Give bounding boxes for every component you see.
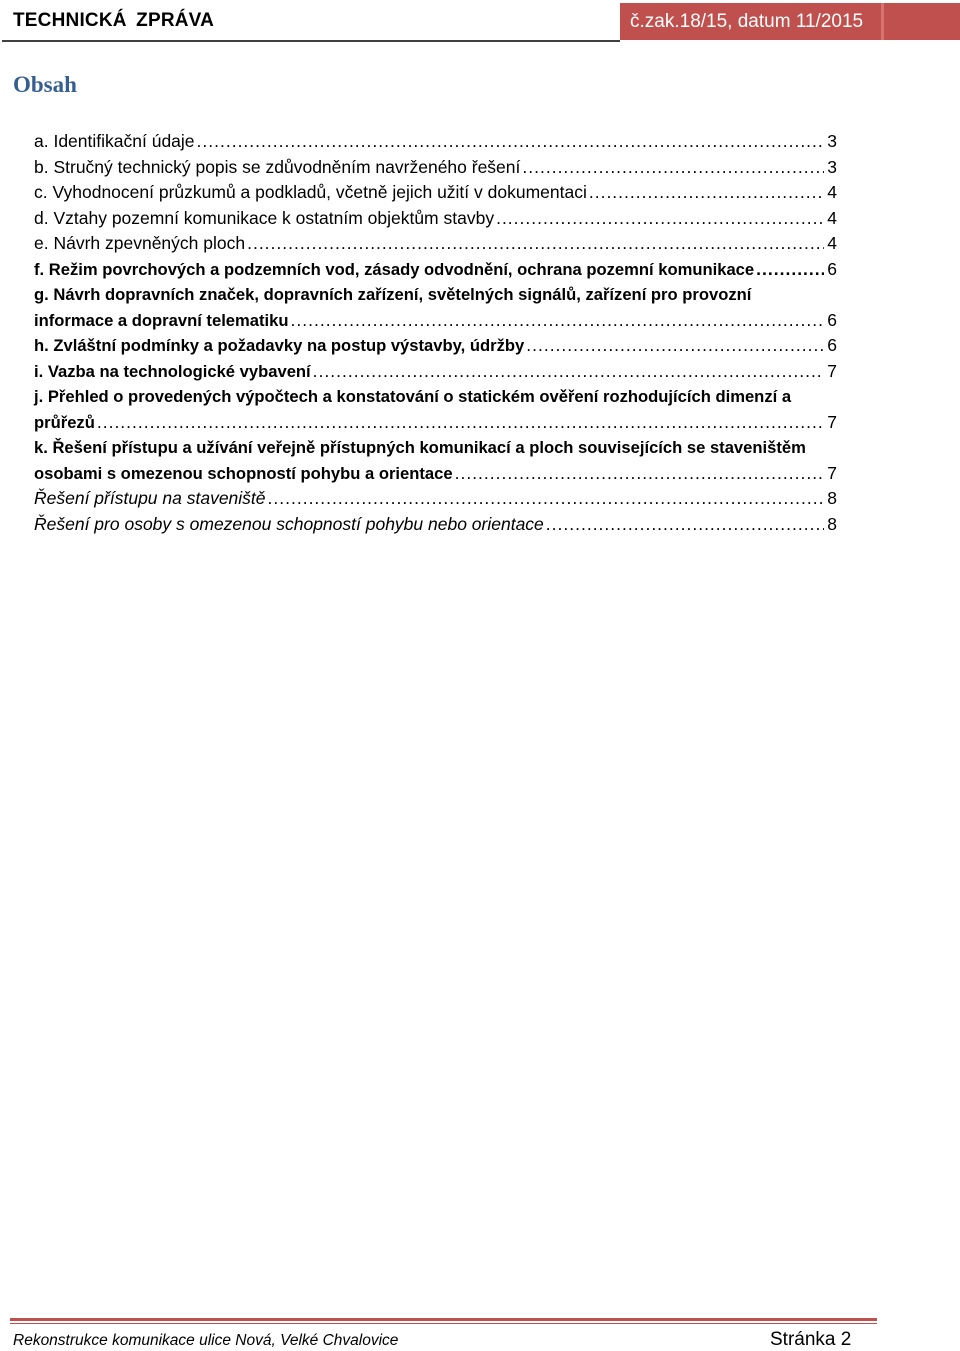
toc-entry-e[interactable] bbox=[34, 231, 837, 257]
toc-leader bbox=[589, 180, 824, 206]
toc-leader bbox=[197, 129, 825, 155]
toc-entry-text-line2: osobami s omezenou schopností pohybu a orientace bbox=[34, 463, 453, 483]
toc-entry-text: a. Identifikační údaje bbox=[34, 131, 195, 151]
toc-page-number: 7 bbox=[827, 360, 837, 381]
toc-entry-text: e. Návrh zpevněných ploch bbox=[34, 233, 246, 253]
toc-entry-i[interactable] bbox=[34, 359, 837, 385]
toc-entry-site-access[interactable] bbox=[34, 486, 837, 512]
header-divider bbox=[2, 40, 620, 42]
footer-divider-thin bbox=[10, 1323, 877, 1324]
toc-entry-reduced-mobility[interactable] bbox=[34, 512, 837, 538]
toc-page-number: 8 bbox=[827, 488, 837, 508]
table-of-contents bbox=[34, 129, 837, 537]
header-accent-band bbox=[620, 3, 960, 40]
toc-entry-d[interactable] bbox=[34, 206, 837, 232]
toc-leader bbox=[291, 308, 825, 334]
toc-entry-text: c. Vyhodnocení průzkumů a podkladů, včetně jejich užití v dokumentaci bbox=[34, 182, 587, 202]
toc-page-number: 7 bbox=[827, 411, 837, 432]
toc-entry-text: h. Zvláštní podmínky a požadavky na postup výstavby, údržby bbox=[34, 336, 525, 355]
toc-leader bbox=[546, 512, 824, 538]
toc-heading: Obsah bbox=[13, 72, 77, 97]
toc-leader bbox=[247, 231, 824, 257]
toc-entry-k[interactable] bbox=[34, 435, 837, 486]
footer-project-name: Rekonstrukce komunikace ulice Nová, Velké Chvalovice bbox=[13, 1332, 399, 1349]
footer-page-number: Stránka 2 bbox=[770, 1329, 852, 1350]
toc-entry-text: d. Vztahy pozemní komunikace k ostatním objektům stavby bbox=[34, 207, 495, 228]
toc-page-number: 6 bbox=[827, 258, 837, 279]
header-band-strip bbox=[881, 3, 884, 40]
contract-reference: č.zak.18/15, datum 11/2015 bbox=[630, 11, 864, 32]
toc-entry-text-line2: informace a dopravní telematiku bbox=[34, 310, 289, 330]
toc-leader bbox=[455, 461, 825, 487]
toc-entry-g[interactable] bbox=[34, 282, 837, 333]
toc-entry-text: Řešení pro osoby s omezenou schopností pohybu nebo orientace bbox=[34, 513, 544, 534]
toc-entry-text: b. Stručný technický popis se zdůvodněním navrženého řešení bbox=[34, 156, 521, 177]
toc-page-number: 6 bbox=[827, 309, 837, 330]
toc-entry-text-line1: j. Přehled o provedených výpočtech a konstatování o statickém ověření rozhodujících dimenzí a bbox=[34, 387, 792, 406]
toc-entry-a[interactable] bbox=[34, 129, 837, 155]
toc-leader bbox=[756, 257, 824, 283]
toc-page-number: 6 bbox=[827, 335, 837, 355]
toc-entry-j[interactable] bbox=[34, 384, 837, 435]
toc-leader bbox=[526, 333, 824, 359]
toc-entry-c[interactable] bbox=[34, 180, 837, 206]
toc-leader bbox=[268, 486, 825, 512]
toc-page-number: 7 bbox=[827, 462, 837, 483]
toc-page-number: 4 bbox=[827, 182, 837, 202]
toc-entry-text: i. Vazba na technologické vybavení bbox=[34, 361, 311, 381]
toc-entry-f[interactable] bbox=[34, 257, 837, 283]
toc-leader bbox=[97, 410, 824, 436]
toc-entry-text-line1: g. Návrh dopravních značek, dopravních zařízení, světelných signálů, zařízení pro provozní bbox=[34, 285, 752, 304]
document-type-title: TECHNICKÁ ZPRÁVA bbox=[13, 10, 215, 31]
toc-page-number: 8 bbox=[827, 513, 837, 534]
toc-entry-text-line1: k. Řešení přístupu a užívání veřejně přístupných komunikací a ploch souvisejících se staveništěm bbox=[34, 438, 806, 457]
page-header bbox=[0, 0, 960, 42]
toc-page-number: 4 bbox=[827, 207, 837, 228]
toc-entry-text-line2: průřezů bbox=[34, 412, 95, 432]
footer-divider bbox=[10, 1318, 877, 1321]
toc-leader bbox=[522, 155, 824, 181]
toc-page-number: 4 bbox=[827, 233, 837, 253]
toc-leader bbox=[313, 359, 825, 385]
toc-page-number: 3 bbox=[827, 156, 837, 177]
toc-entry-h[interactable] bbox=[34, 333, 837, 359]
toc-entry-b[interactable] bbox=[34, 155, 837, 181]
toc-entry-text: f. Režim povrchových a podzemních vod, zásady odvodnění, ochrana pozemní komunikace bbox=[34, 259, 755, 279]
toc-leader bbox=[496, 206, 824, 232]
toc-page-number: 3 bbox=[827, 131, 837, 151]
toc-entry-text: Řešení přístupu na staveniště bbox=[34, 488, 266, 508]
